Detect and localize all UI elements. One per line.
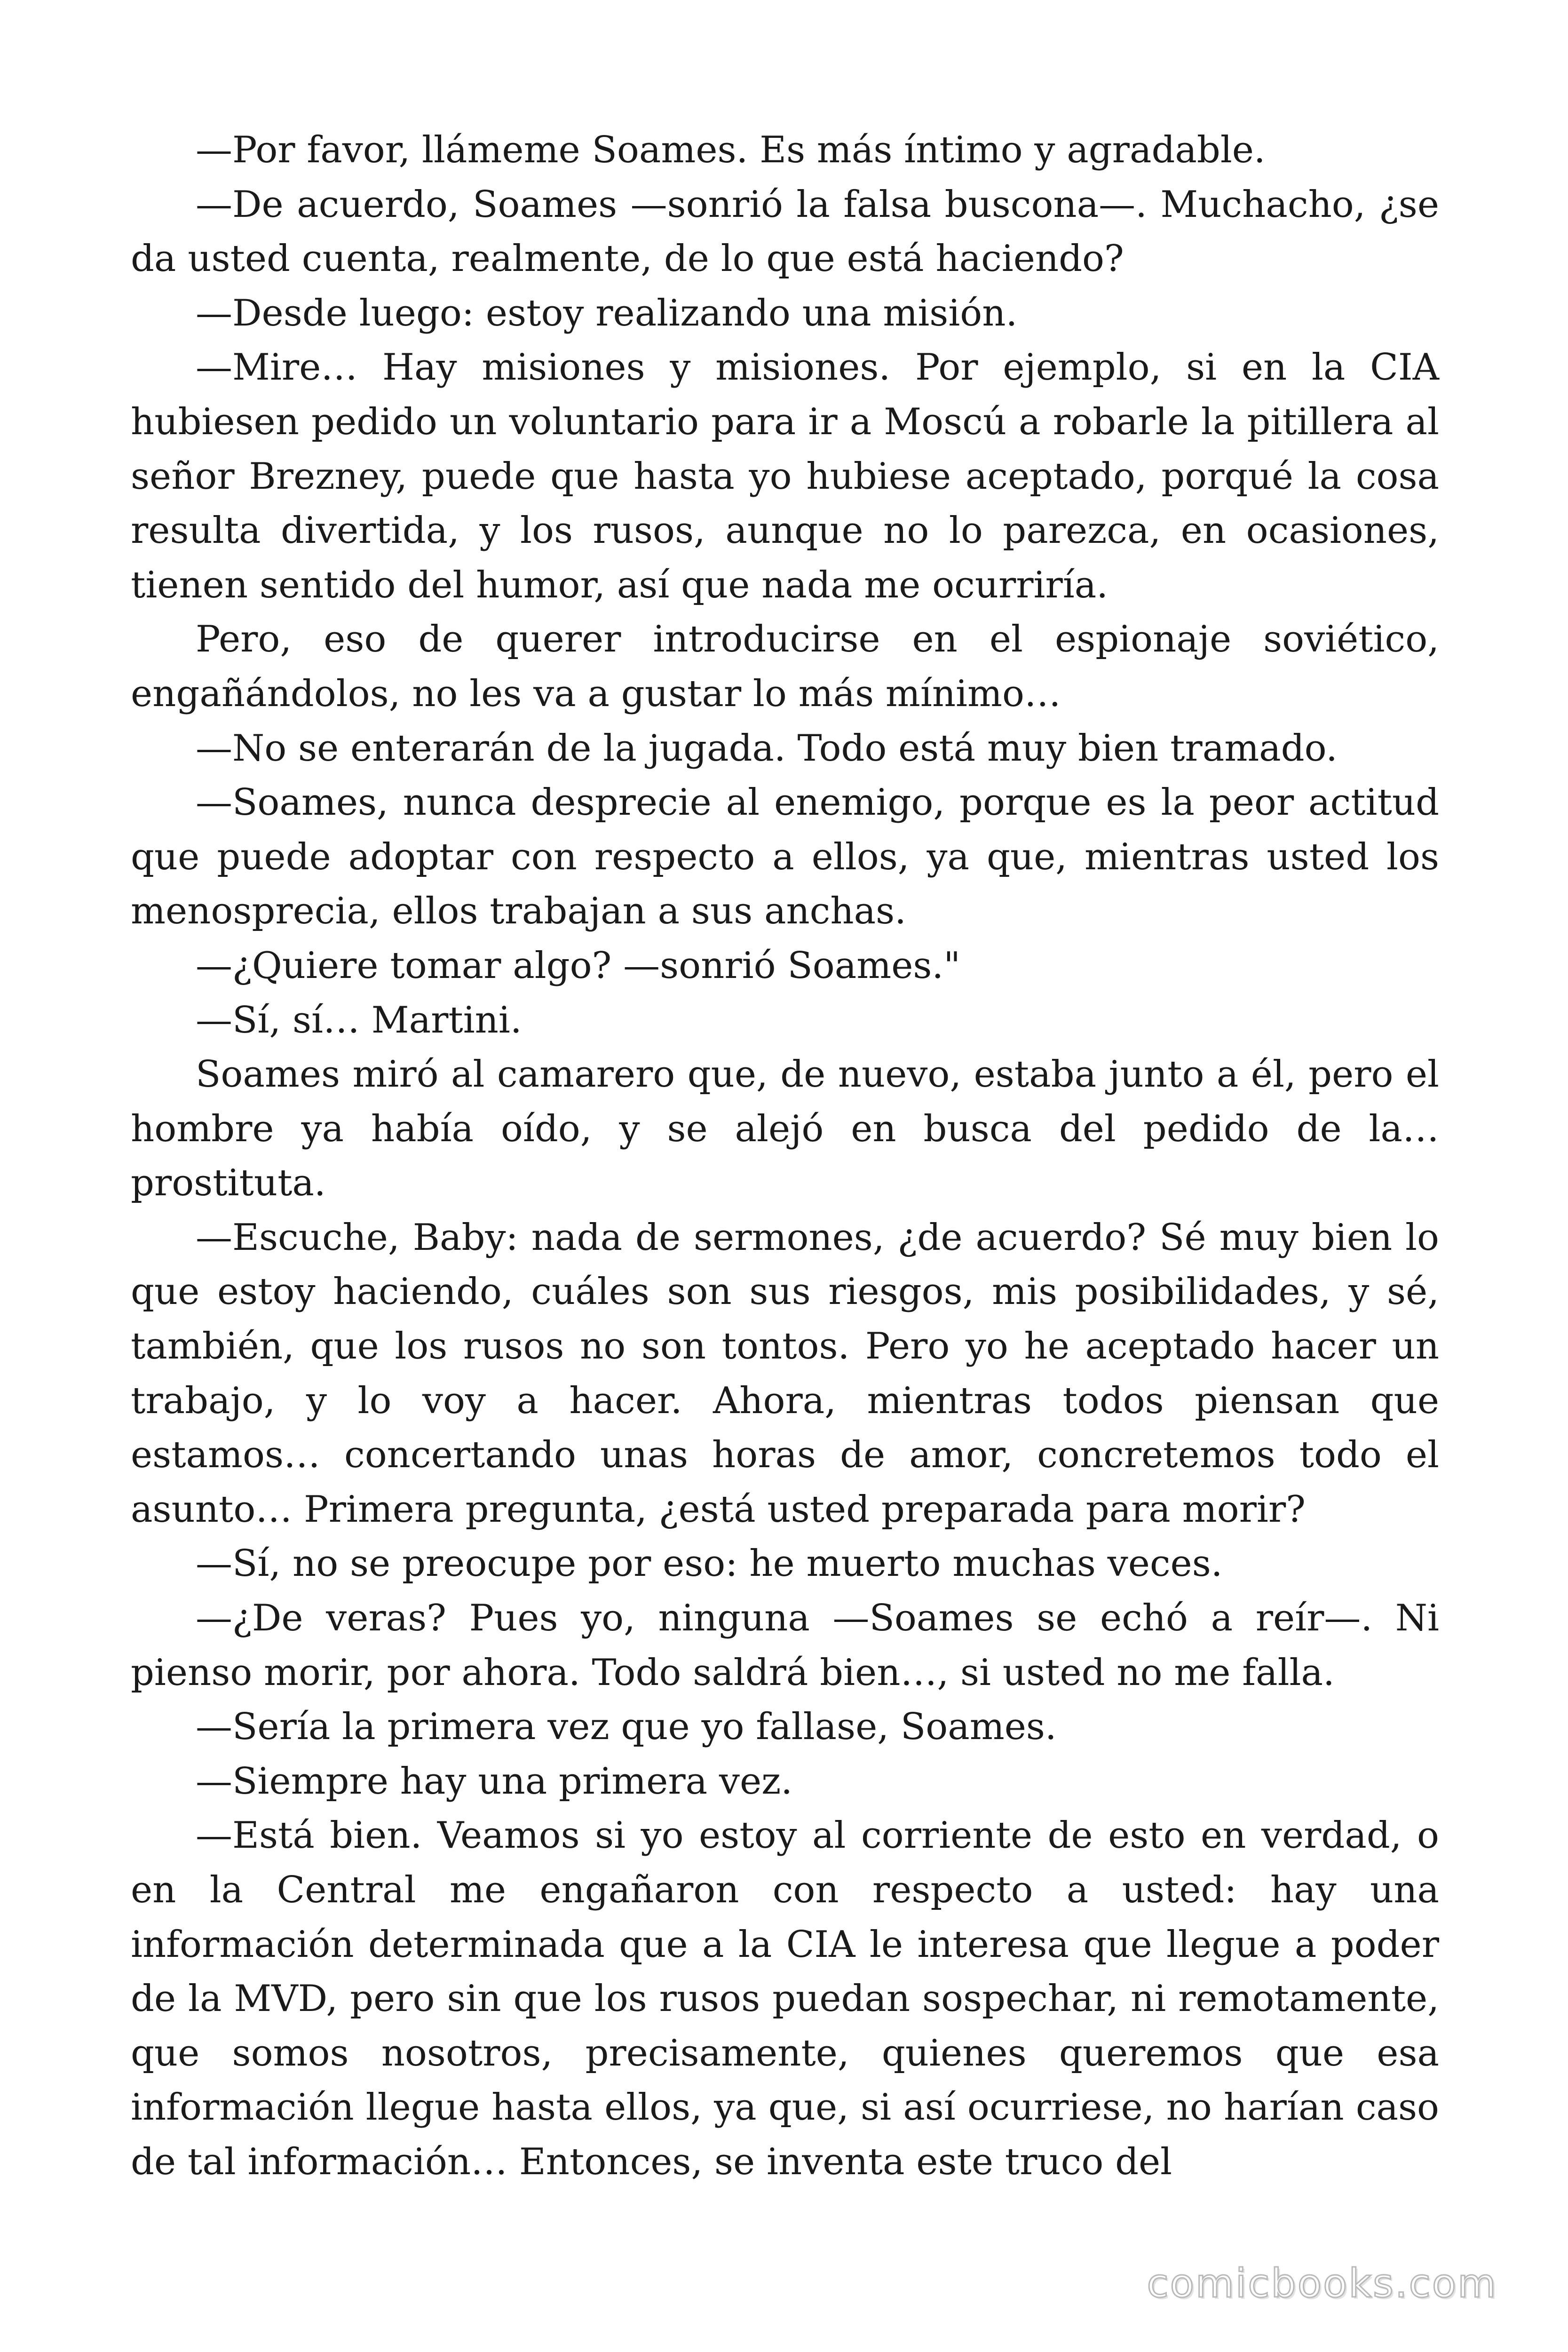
paragraph: —Siempre hay una primera vez.	[196, 1760, 793, 1803]
paragraph: —Escuche, Baby: nada de sermones, ¿de acuerdo? Sé muy bien lo que estoy haciendo, cuáles son sus riesgos, mis posibilidades, y sé, también, que los rusos no son tontos. Pero yo he aceptado hacer un trabajo, y lo voy a hacer. Ahora, mientras todos piensan que estamos… concertando unas horas de amor, concretemos todo el asunto… Primera pregunta, ¿está usted preparada para morir?	[131, 1216, 1439, 1531]
paragraph: —Sí, sí… Martini.	[196, 999, 522, 1041]
paragraph: —No se enterarán de la jugada. Todo está muy bien tramado.	[196, 727, 1338, 770]
paragraph: —Por favor, llámeme Soames. Es más íntimo y agradable.	[196, 129, 1266, 171]
paragraph: —Soames, nunca desprecie al enemigo, porque es la peor actitud que puede adoptar con respecto a ellos, ya que, mientras usted los menosprecia, ellos trabajan a sus anchas.	[131, 781, 1439, 933]
paragraph: —Sería la primera vez que yo fallase, Soames.	[196, 1706, 1057, 1748]
paragraph: —De acuerdo, Soames —sonrió la falsa buscona—. Muchacho, ¿se da usted cuenta, realmente, de lo que está haciendo?	[131, 183, 1439, 280]
paragraph: Pero, eso de querer introducirse en el espionaje soviético, engañándolos, no les va a gustar lo más mínimo…	[131, 618, 1439, 715]
watermark: comicbooks.com	[1147, 2260, 1497, 2306]
paragraph: —Desde luego: estoy realizando una misión.	[196, 292, 1018, 334]
paragraph: —Mire… Hay misiones y misiones. Por ejemplo, si en la CIA hubiesen pedido un voluntario para ir a Moscú a robarle la pitillera al señor Brezney, puede que hasta yo hubiese aceptado, porqué la cosa resulta divertida, y los rusos, aunque no lo parezca, en ocasiones, tienen sentido del humor, así que nada me ocurriría.	[131, 346, 1439, 606]
paragraph: —Sí, no se preocupe por eso: he muerto muchas veces.	[196, 1542, 1223, 1585]
paragraph: Soames miró al camarero que, de nuevo, estaba junto a él, pero el hombre ya había oído, y se alejó en busca del pedido de la… prostituta.	[131, 1053, 1439, 1205]
paragraph: —¿Quiere tomar algo? —sonrió Soames."	[196, 944, 961, 987]
paragraph: —Está bien. Veamos si yo estoy al corriente de esto en verdad, o en la Central me engañaron con respecto a usted: hay una información determinada que a la CIA le interesa que llegue a poder de la MVD, pero sin que los rusos puedan sospechar, ni remotamente, que somos nosotros, precisamente, quienes queremos que esa información llegue hasta ellos, ya que, si así ocurriese, no harían caso de tal información… Entonces, se inventa este truco del	[131, 1814, 1439, 2183]
paragraph: —¿De veras? Pues yo, ninguna —Soames se echó a reír—. Ni pienso morir, por ahora. Todo saldrá bien…, si usted no me falla.	[131, 1597, 1439, 1694]
page-body	[131, 123, 1439, 2190]
